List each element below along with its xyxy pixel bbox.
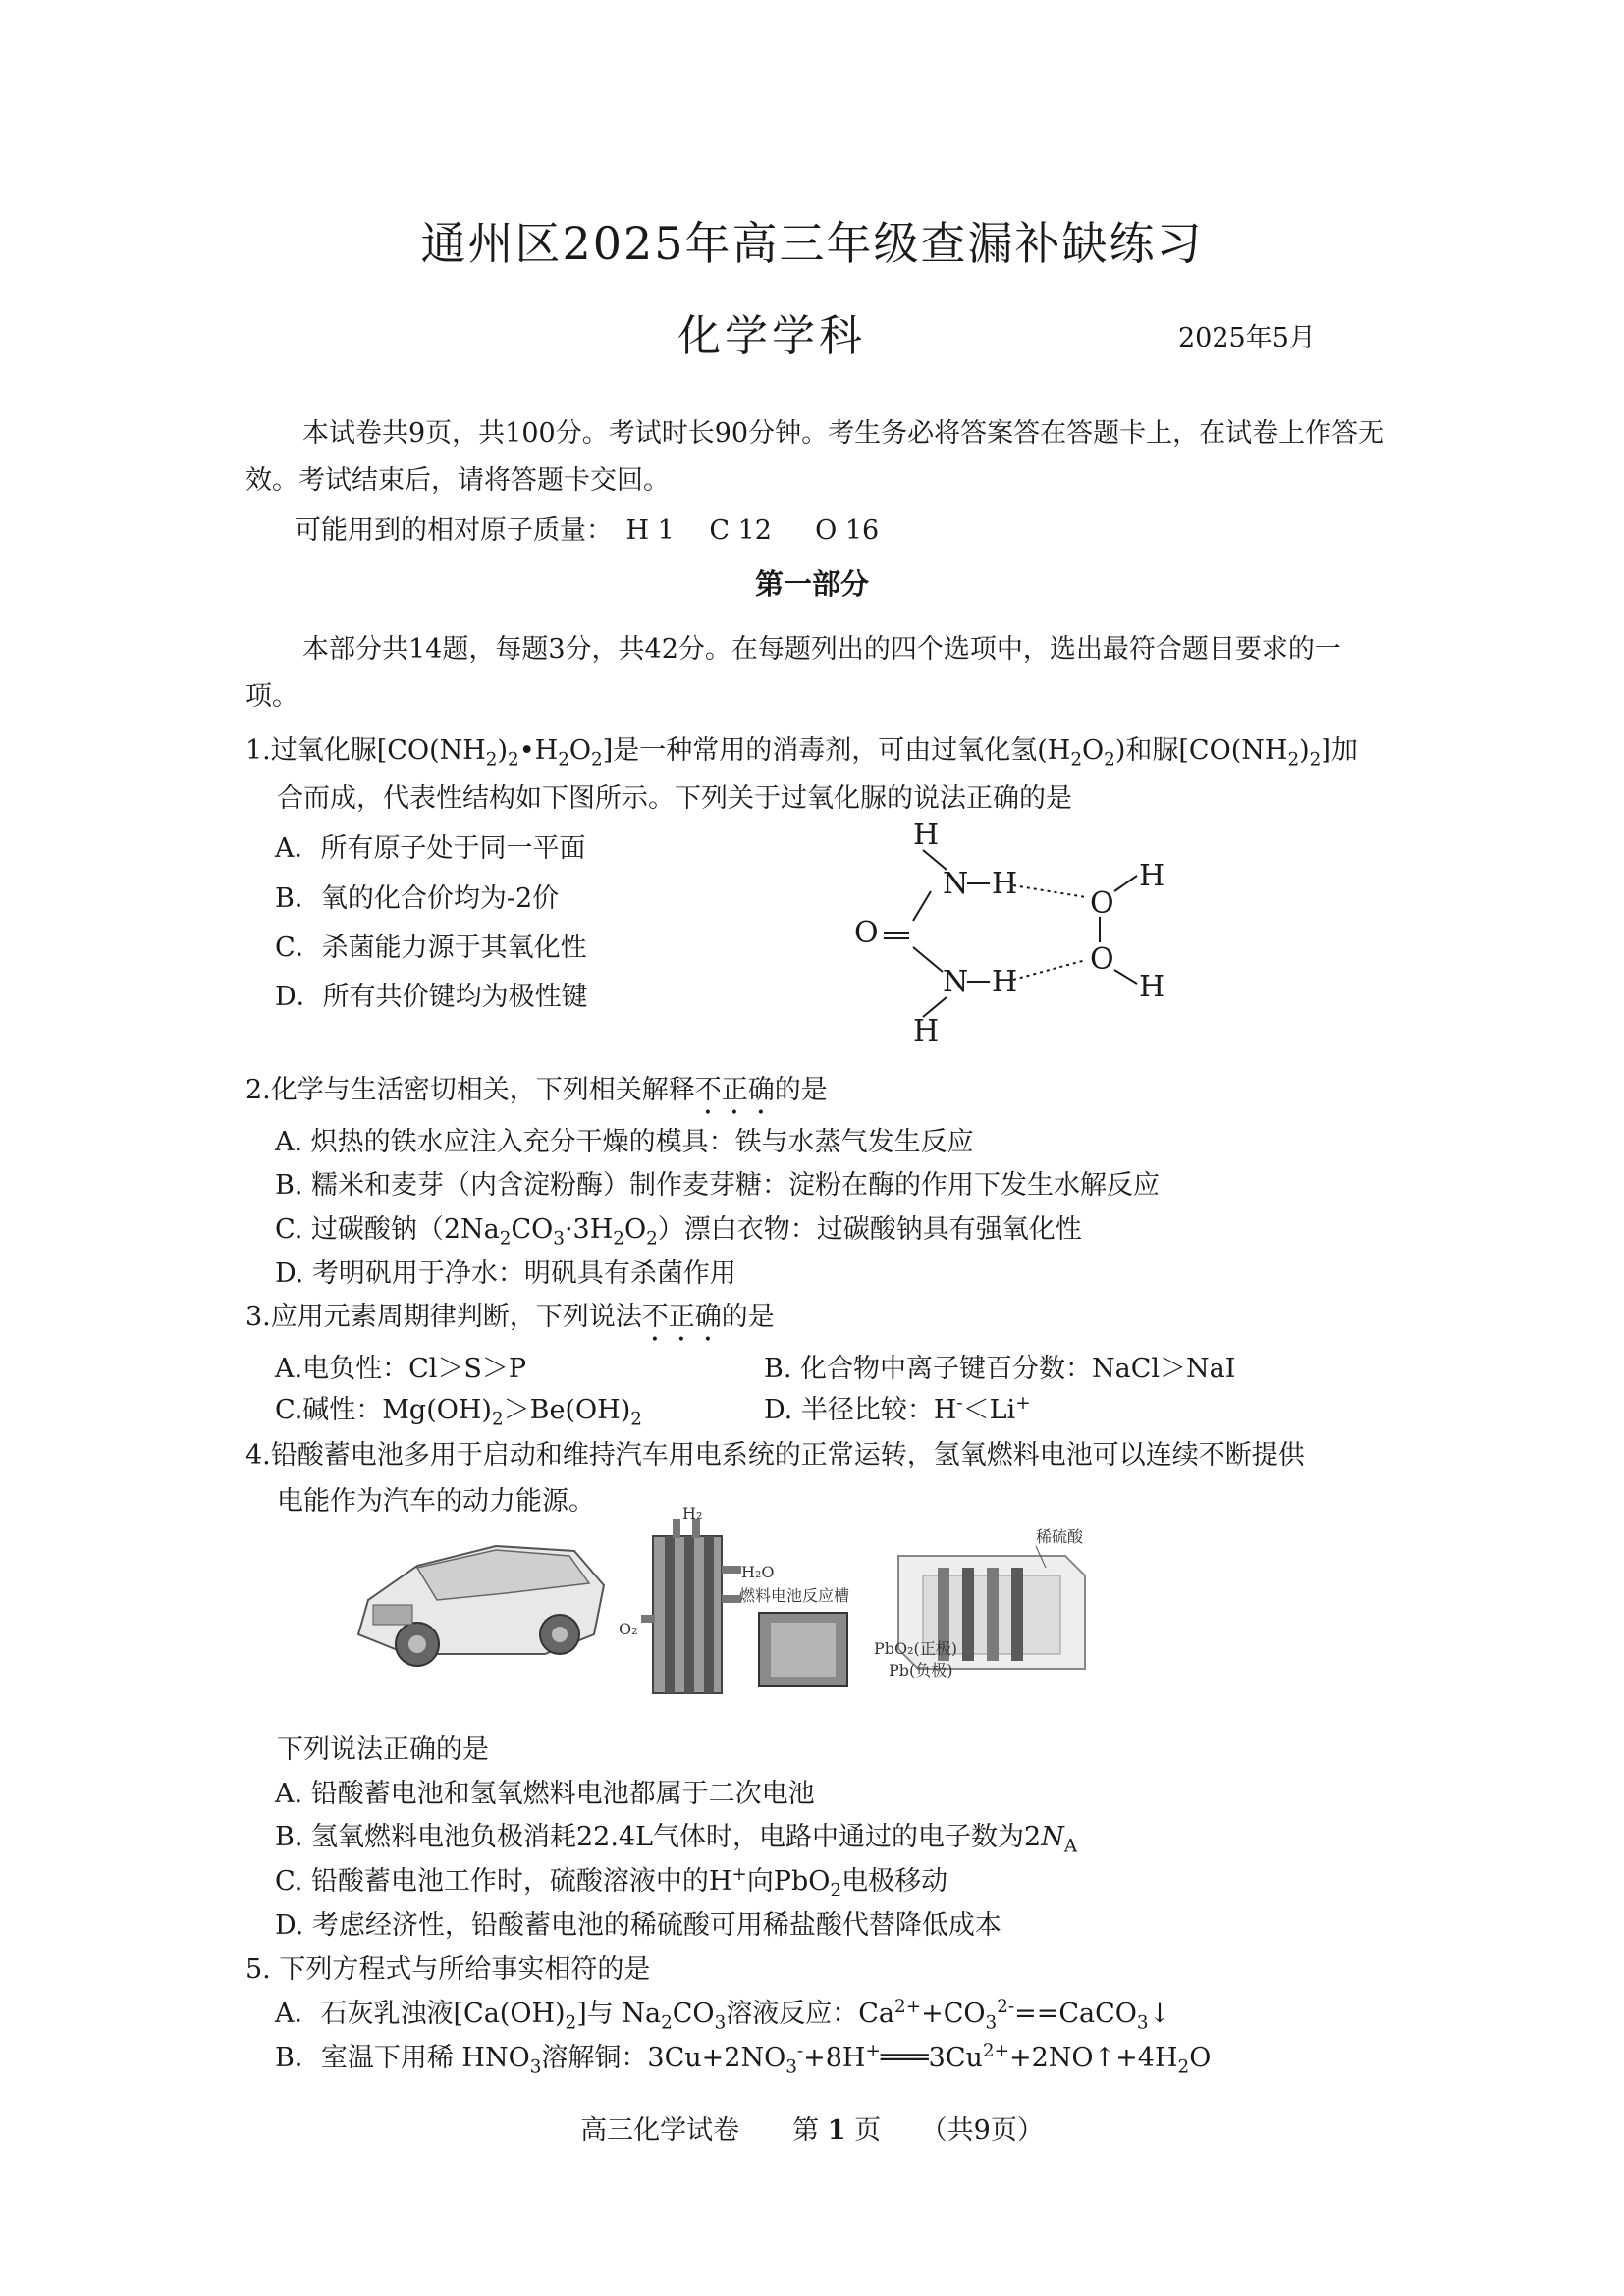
reaction-tank bbox=[759, 1613, 847, 1686]
q1-option-a[interactable]: A．所有原子处于同一平面 bbox=[275, 833, 586, 864]
q1-stem-line2: 合而成，代表性结构如下图所示。下列关于过氧化脲的说法正确的是 bbox=[277, 783, 1072, 814]
label-pb-negative: Pb(负极) bbox=[889, 1661, 953, 1680]
atom-h-upper: H bbox=[992, 867, 1018, 901]
q3-stem: 3.应用元素周期律判断，下列说法不正确的是 bbox=[245, 1302, 775, 1332]
atom-h-lower: H bbox=[992, 965, 1018, 999]
part1-intro: 本部分共14题，每题3分，共42分。在每题列出的四个选项中，选出最符合题目要求的一项。 bbox=[245, 634, 1341, 712]
car-battery-figure bbox=[349, 1507, 1164, 1698]
q1-option-c[interactable]: C．杀菌能力源于其氧化性 bbox=[275, 933, 587, 963]
fuel-cell-stack bbox=[641, 1519, 741, 1693]
page-footer: 高三化学试卷 第 1 页 （共9页） bbox=[580, 2115, 1044, 2146]
q5-option-a[interactable]: A．石灰乳浊液$[Ca(OH)_2]$与 $Na_2CO_3$溶液反应：$Ca^{2+}+CO_3^{2-}==CaCO_3↓$ bbox=[275, 1997, 1171, 2034]
q4-option-b[interactable]: B. 氢氧燃料电池负极消耗22.4L气体时，电路中通过的电子数为$2N_A$ bbox=[275, 1822, 1078, 1857]
q4-option-a[interactable]: A. 铅酸蓄电池和氢氧燃料电池都属于二次电池 bbox=[275, 1779, 815, 1809]
atom-n-lower: N bbox=[943, 965, 969, 999]
part1-heading: 第一部分 bbox=[754, 567, 869, 601]
q4-stem-line1: 4.铅酸蓄电池多用于启动和维持汽车用电系统的正常运转，氢氧燃料电池可以连续不断提供 bbox=[245, 1440, 1305, 1470]
label-reaction-tank: 燃料电池反应槽 bbox=[739, 1586, 850, 1605]
q4-stem-line2: 电能作为汽车的动力能源。 bbox=[277, 1486, 595, 1517]
q5-option-b[interactable]: B．室温下用稀 $HNO_3$溶解铜：$3Cu+2NO_3^-+8H^+═══3Cu^{2+}+2NO↑+4H_2O$ bbox=[275, 2041, 1212, 2078]
q2-option-c[interactable]: C. 过碳酸钠$(2Na_2CO_3\cdot 3H_2O_2)$漂白衣物：过碳酸钠具有强氧化性 bbox=[275, 1214, 1082, 1250]
q5-stem: 5. 下列方程式与所给事实相符的是 bbox=[245, 1954, 651, 1985]
q3-option-d[interactable]: D. 半径比较：H-＜Li+ bbox=[764, 1393, 1031, 1425]
q1-option-b[interactable]: B．氧的化合价均为-2价 bbox=[275, 883, 560, 914]
exam-title: 通州区2025年高三年级查漏补缺练习 bbox=[420, 217, 1204, 270]
q2-option-b[interactable]: B. 糯米和麦芽（内含淀粉酶）制作麦芽糖：淀粉在酶的作用下发生水解反应 bbox=[275, 1170, 1161, 1201]
q1-option-d[interactable]: D．所有共价键均为极性键 bbox=[275, 982, 588, 1012]
atom-n-upper: N bbox=[943, 867, 969, 901]
q4-option-c[interactable]: C. 铅酸蓄电池工作时，硫酸溶液中的H+向PbO$_2$电极移动 bbox=[275, 1864, 948, 1901]
q1-stem-line1: 1.过氧化脲$[CO(NH_2)_2•H_2O_2]$是一种常用的消毒剂，可由过氧化氢$(H_2O_2)$和脲$[CO(NH_2)_2]$加 bbox=[245, 735, 1358, 771]
exam-date: 2025年5月 bbox=[1178, 323, 1316, 353]
atom-o-carbonyl: O bbox=[854, 916, 879, 950]
atom-h-peroxide-2: H bbox=[1139, 970, 1165, 1004]
instructions-text: 本试卷共9页，共100分。考试时长90分钟。考生务必将答案答在答题卡上，在试卷上作答无效。考试结束后，请将答题卡交回。 bbox=[245, 418, 1385, 496]
label-o2: O₂ bbox=[619, 1620, 638, 1638]
atom-o-peroxide-2: O bbox=[1090, 942, 1114, 977]
atom-o-peroxide-1: O bbox=[1090, 886, 1114, 921]
q3-option-b[interactable]: B. 化合物中离子键百分数：NaCl＞NaI bbox=[764, 1354, 1236, 1384]
label-dilute-sulfuric-acid: 稀硫酸 bbox=[1036, 1527, 1084, 1546]
label-h2o: H₂O bbox=[741, 1563, 775, 1581]
urea-peroxide-structure bbox=[844, 815, 1198, 1050]
subject-title: 化学学科 bbox=[677, 311, 866, 361]
q2-stem: 2.化学与生活密切相关，下列相关解释不正确的是 bbox=[245, 1075, 828, 1105]
atom-h-top: H bbox=[913, 818, 940, 852]
label-h2: H₂ bbox=[682, 1507, 703, 1522]
atom-h-peroxide-1: H bbox=[1139, 859, 1165, 893]
q4-question: 下列说法正确的是 bbox=[277, 1735, 489, 1765]
atom-h-bottom: H bbox=[913, 1014, 940, 1048]
q2-option-d[interactable]: D. 考明矾用于净水：明矾具有杀菌作用 bbox=[275, 1258, 736, 1289]
atomic-mass-line: 可能用到的相对原子质量： H 1 C 12 O 16 bbox=[295, 515, 880, 546]
label-pbo2-positive: PbO₂(正极) bbox=[874, 1639, 958, 1658]
q4-option-d[interactable]: D. 考虑经济性，铅酸蓄电池的稀硫酸可用稀盐酸代替降低成本 bbox=[275, 1910, 1001, 1941]
car-illustration bbox=[358, 1546, 604, 1666]
q3-option-a[interactable]: A.电负性：Cl＞S＞P bbox=[275, 1354, 527, 1384]
q3-option-c[interactable]: C.碱性：$Mg(OH)_2>Be(OH)_2$ bbox=[275, 1395, 642, 1430]
q2-option-a[interactable]: A. 炽热的铁水应注入充分干燥的模具：铁与水蒸气发生反应 bbox=[275, 1127, 974, 1157]
